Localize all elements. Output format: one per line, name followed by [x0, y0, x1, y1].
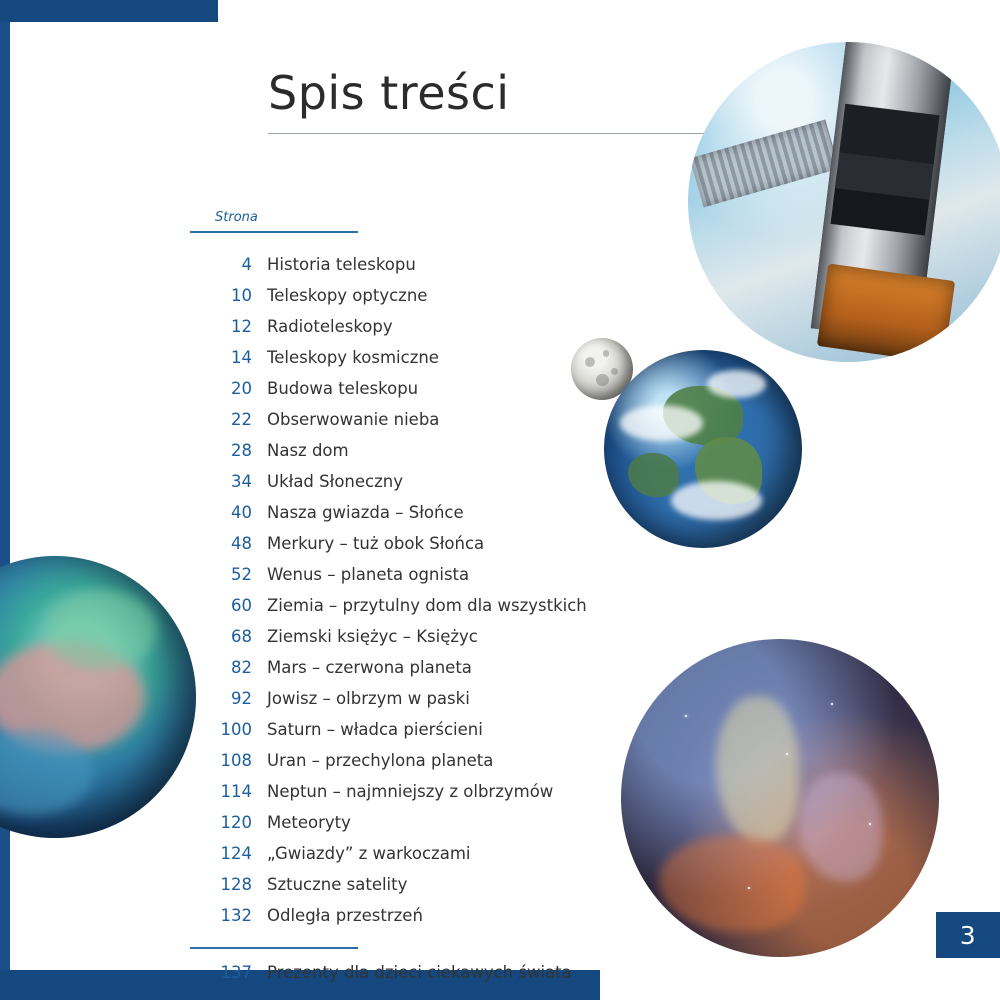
toc-entry-label: „Gwiazdy” z warkoczami — [267, 844, 471, 863]
toc-entry[interactable] — [190, 348, 610, 375]
earth-image — [604, 350, 802, 548]
toc-entry[interactable] — [190, 658, 610, 685]
toc-entry-page: 124 — [220, 844, 252, 863]
toc-entry-page: 128 — [220, 875, 252, 894]
toc-entry-footer[interactable] — [190, 963, 610, 990]
toc-entry[interactable] — [190, 255, 610, 282]
toc-entry-label: Mars – czerwona planeta — [267, 658, 472, 677]
hubble-telescope-image — [688, 42, 1000, 362]
toc-entry[interactable] — [190, 441, 610, 468]
toc-entry-page: 10 — [231, 286, 252, 305]
solar-panel-shape — [690, 120, 839, 208]
toc-entry-page: 92 — [231, 689, 252, 708]
toc-entry-page: 40 — [231, 503, 252, 522]
toc-entry-page: 4 — [241, 255, 252, 274]
toc-entry-page: 114 — [220, 782, 252, 801]
landmass-shape — [628, 453, 679, 497]
toc-entry-page: 100 — [220, 720, 252, 739]
toc-entry[interactable] — [190, 286, 610, 313]
toc-entry[interactable] — [190, 596, 610, 623]
toc-entry-label: Neptun – najmniejszy z olbrzymów — [267, 782, 554, 801]
toc-entry[interactable] — [190, 503, 610, 530]
toc-entry-page: 48 — [231, 534, 252, 553]
toc-entry[interactable] — [190, 875, 610, 902]
toc-entry-label: Uran – przechylona planeta — [267, 751, 494, 770]
toc-entry-label: Saturn – władca pierścieni — [267, 720, 483, 739]
toc-entry[interactable] — [190, 751, 610, 778]
toc-entry-label: Ziemia – przytulny dom dla wszystkich — [267, 596, 587, 615]
toc-entry[interactable] — [190, 813, 610, 840]
page-number: 3 — [936, 912, 1000, 958]
toc-header-divider — [190, 231, 358, 233]
gas-pillar-shape — [716, 696, 799, 842]
toc-entry[interactable] — [190, 627, 610, 654]
toc-entry-page: 120 — [220, 813, 252, 832]
gas-pillar-shape — [659, 836, 805, 931]
toc-entry-label: Odległa przestrzeń — [267, 906, 423, 925]
toc-entry-label: Nasza gwiazda – Słońce — [267, 503, 464, 522]
toc-entry[interactable] — [190, 534, 610, 561]
crater-shape — [596, 374, 610, 386]
toc-entry-label: Budowa teleskopu — [267, 379, 419, 398]
toc-entry[interactable] — [190, 565, 610, 592]
toc-entry-page: 108 — [220, 751, 252, 770]
top-accent-bar — [0, 0, 218, 22]
toc-entry-label: Meteoryty — [267, 813, 351, 832]
toc-entry-label: Układ Słoneczny — [267, 472, 403, 491]
toc-entry[interactable] — [190, 410, 610, 437]
toc-footer-divider — [190, 947, 358, 949]
table-of-contents — [190, 210, 610, 994]
toc-entry-label: Teleskopy optyczne — [267, 286, 428, 305]
toc-entry-page: 34 — [231, 472, 252, 491]
star-point — [685, 715, 687, 717]
toc-entry-label: Merkury – tuż obok Słońca — [267, 534, 485, 553]
page-title: Spis treści — [268, 66, 510, 120]
toc-entry[interactable] — [190, 906, 610, 933]
cloud-shape — [620, 405, 703, 441]
swirl-shape — [44, 590, 157, 669]
colorful-planet-image — [0, 556, 196, 838]
toc-column-header: Strona — [215, 210, 258, 225]
star-point — [831, 703, 833, 705]
left-edge-bar — [0, 0, 10, 1000]
toc-entry-label: Radioteleskopy — [267, 317, 393, 336]
toc-entry-page: 14 — [231, 348, 252, 367]
crater-shape — [611, 368, 618, 375]
toc-entry-page: 132 — [220, 906, 252, 925]
toc-entry-page: 137 — [220, 963, 252, 982]
toc-entry[interactable] — [190, 379, 610, 406]
toc-entry-label: Sztuczne satelity — [267, 875, 408, 894]
toc-entry[interactable] — [190, 720, 610, 747]
toc-entry[interactable] — [190, 844, 610, 871]
nebula-image — [621, 639, 939, 957]
toc-entry-label: Obserwowanie nieba — [267, 410, 440, 429]
toc-entry-page: 82 — [231, 658, 252, 677]
toc-entry-page: 28 — [231, 441, 252, 460]
toc-entry[interactable] — [190, 782, 610, 809]
toc-entry-label: Jowisz – olbrzym w paski — [267, 689, 470, 708]
toc-entry-page: 52 — [231, 565, 252, 584]
toc-entry[interactable] — [190, 472, 610, 499]
crater-shape — [603, 350, 609, 356]
toc-entry[interactable] — [190, 689, 610, 716]
toc-entry-label: Teleskopy kosmiczne — [267, 348, 439, 367]
telescope-base-shape — [817, 264, 955, 362]
toc-entry-label: Prezenty dla dzieci ciekawych świata — [267, 963, 572, 982]
toc-entry-page: 22 — [231, 410, 252, 429]
cloud-shape — [707, 370, 766, 398]
toc-entry-label: Wenus – planeta ognista — [267, 565, 470, 584]
gas-pillar-shape — [799, 773, 882, 881]
toc-entry-label: Nasz dom — [267, 441, 349, 460]
toc-entry-page: 12 — [231, 317, 252, 336]
toc-entry-label: Historia teleskopu — [267, 255, 416, 274]
toc-entry-page: 20 — [231, 379, 252, 398]
crater-shape — [585, 357, 595, 367]
toc-entry-page: 60 — [231, 596, 252, 615]
toc-entry-page: 68 — [231, 627, 252, 646]
toc-entry-label: Ziemski księżyc – Księżyc — [267, 627, 478, 646]
cloud-shape — [671, 481, 762, 521]
toc-entry[interactable] — [190, 317, 610, 344]
